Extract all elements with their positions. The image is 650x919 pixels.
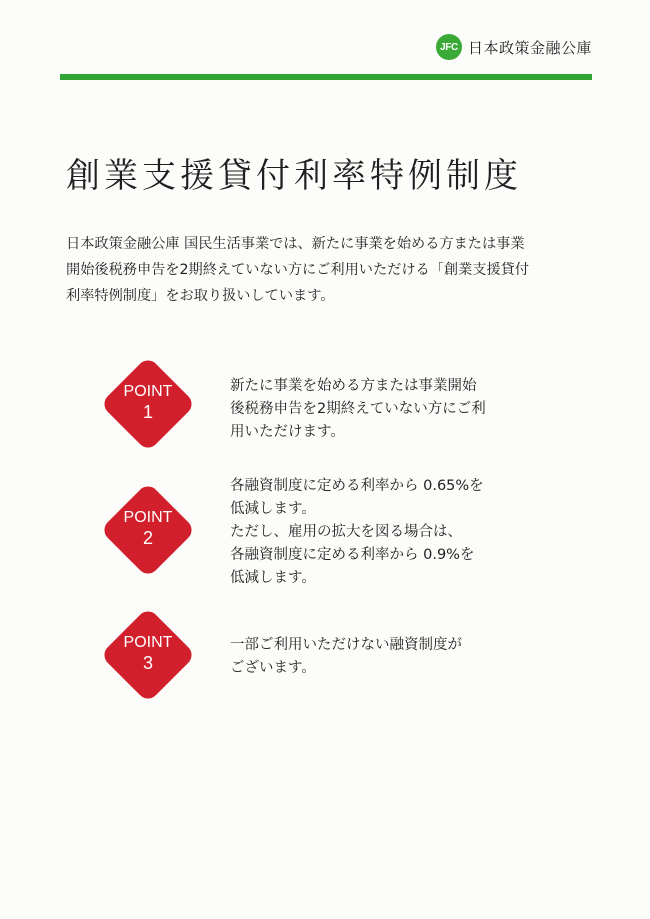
jfc-logo-icon: JFC (436, 34, 462, 60)
intro-paragraph (66, 231, 606, 309)
point-3-text (230, 634, 570, 680)
point-1-badge (100, 354, 196, 454)
intro-line: 利率特例制度」をお取り扱いしています。 (66, 288, 335, 304)
point-label: POINT (123, 509, 173, 526)
header-logo (436, 34, 592, 60)
point-3-badge (100, 605, 196, 705)
page-title: 創業支援貸付利率特例制度 (66, 156, 522, 196)
point-line: 各融資制度に定める利率から 0.65%を (230, 478, 484, 494)
point-line: 新たに事業を始める方または事業開始 (230, 378, 477, 394)
point-line: 各融資制度に定める利率から 0.9%を (230, 547, 475, 563)
point-label: POINT (123, 634, 173, 651)
org-name: 日本政策金融公庫 (467, 38, 592, 57)
point-line: ただし、雇用の拡大を図る場合は、 (230, 524, 462, 540)
point-line: 一部ご利用いただけない融資制度が (230, 637, 462, 653)
point-2-text (230, 475, 570, 590)
header-divider (60, 74, 592, 80)
point-2-badge (100, 480, 196, 580)
point-number: 3 (142, 653, 153, 673)
point-number: 2 (142, 528, 153, 548)
point-line: ございます。 (230, 660, 316, 676)
point-line: 用いただけます。 (230, 424, 345, 440)
point-line: 後税務申告を2期終えていない方にご利 (230, 401, 486, 417)
intro-line: 日本政策金融公庫 国民生活事業では、新たに事業を始める方または事業 (66, 236, 525, 252)
point-number: 1 (142, 402, 153, 422)
point-1-text (230, 375, 570, 444)
point-label: POINT (123, 383, 173, 400)
intro-line: 開始後税務申告を2期終えていない方にご利用いただける「創業支援貸付 (66, 262, 530, 278)
point-line: 低減します。 (230, 501, 316, 517)
point-line: 低減します。 (230, 570, 316, 586)
